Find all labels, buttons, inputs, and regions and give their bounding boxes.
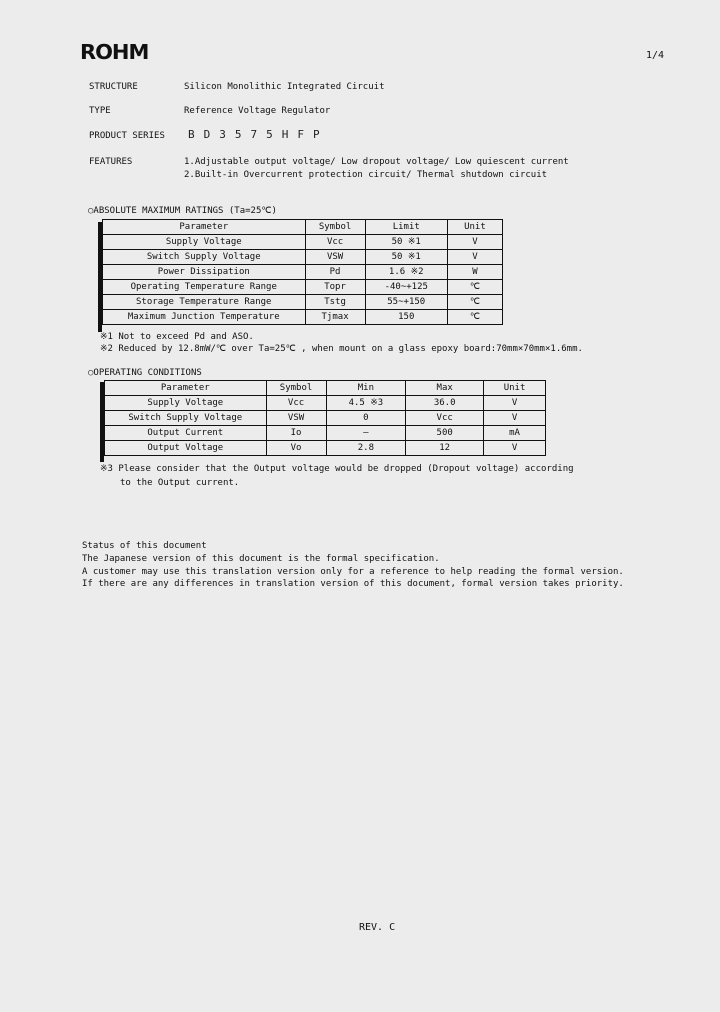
status-line: The Japanese version of this document is the formal specification. [82,554,440,564]
status-heading: Status of this document [82,541,207,551]
cell: V [447,250,502,265]
product-series-label: PRODUCT SERIES [89,131,165,141]
structure-value: Silicon Monolithic Integrated Circuit [184,82,385,92]
cell: V [484,396,546,411]
type-label: TYPE [89,106,111,116]
cell: 55~+150 [365,295,447,310]
cell: Vcc [305,235,365,250]
cell: Switch Supply Voltage [103,250,306,265]
header-symbol: Symbol [266,381,326,396]
table-row [103,295,503,310]
status-line: A customer may use this translation version only for a reference to help reading the formal version. [82,567,624,577]
cell: V [447,235,502,250]
cell: Supply Voltage [105,396,267,411]
table-row [105,426,546,441]
cell: Tstg [305,295,365,310]
cell: -40~+125 [365,280,447,295]
product-series-value: BD3575HFP [188,128,329,141]
cell: Power Dissipation [103,265,306,280]
note-2: ※2 Reduced by 12.8mW/℃ over Ta=25℃ , when mount on a glass epoxy board:70mm×70mm×1.6mm. [100,344,583,354]
cell: 50 ※1 [365,235,447,250]
cell: 4.5 ※3 [326,396,406,411]
cell: 1.6 ※2 [365,265,447,280]
cell: Topr [305,280,365,295]
cell: Tjmax [305,310,365,325]
type-value: Reference Voltage Regulator [184,106,331,116]
header-parameter: Parameter [103,220,306,235]
cell: Vcc [266,396,326,411]
cell: Maximum Junction Temperature [103,310,306,325]
op-cond-title: ○OPERATING CONDITIONS [88,368,202,378]
cell: Output Current [105,426,267,441]
cell: Operating Temperature Range [103,280,306,295]
cell: V [484,411,546,426]
cell: mA [484,426,546,441]
cell: Pd [305,265,365,280]
table-row [103,235,503,250]
cell: Switch Supply Voltage [105,411,267,426]
cell: Vcc [406,411,484,426]
table-row [103,250,503,265]
cell: VSW [266,411,326,426]
header-min: Min [326,381,406,396]
table-row [105,411,546,426]
table-row [105,441,546,456]
table-row [105,396,546,411]
cell: Supply Voltage [103,235,306,250]
cell: 500 [406,426,484,441]
cell: W [447,265,502,280]
cell: ℃ [447,295,502,310]
table-row [103,280,503,295]
header-max: Max [406,381,484,396]
status-line: If there are any differences in translation version of this document, formal version takes priority. [82,579,624,589]
header-symbol: Symbol [305,220,365,235]
rohm-logo: ROHM [80,40,149,64]
cell: V [484,441,546,456]
op-cond-table [104,380,546,456]
cell: 0 [326,411,406,426]
note-3-line-1: ※3 Please consider that the Output voltage would be dropped (Dropout voltage) according [100,464,574,474]
header-unit: Unit [447,220,502,235]
note-3-line-2: to the Output current. [120,478,240,488]
cell: Storage Temperature Range [103,295,306,310]
cell: VSW [305,250,365,265]
cell: 12 [406,441,484,456]
table-header-row [103,220,503,235]
revision-label: REV. C [359,922,396,933]
cell: — [326,426,406,441]
cell: ℃ [447,310,502,325]
header-parameter: Parameter [105,381,267,396]
cell: 150 [365,310,447,325]
cell: 36.0 [406,396,484,411]
header-limit: Limit [365,220,447,235]
cell: Io [266,426,326,441]
feature-1: 1.Adjustable output voltage/ Low dropout voltage/ Low quiescent current [184,157,569,167]
features-label: FEATURES [89,157,133,167]
abs-max-table [102,219,503,325]
table-row [103,310,503,325]
feature-2: 2.Built-in Overcurrent protection circuit/ Thermal shutdown circuit [184,170,548,180]
page-number: 1/4 [646,50,665,61]
cell: Vo [266,441,326,456]
cell: ℃ [447,280,502,295]
cell: 50 ※1 [365,250,447,265]
cell: Output Voltage [105,441,267,456]
note-1: ※1 Not to exceed Pd and ASO. [100,332,254,342]
header-unit: Unit [484,381,546,396]
cell: 2.8 [326,441,406,456]
abs-max-title: ○ABSOLUTE MAXIMUM RATINGS (Ta=25℃) [88,206,277,216]
table-header-row [105,381,546,396]
table-row [103,265,503,280]
structure-label: STRUCTURE [89,82,138,92]
